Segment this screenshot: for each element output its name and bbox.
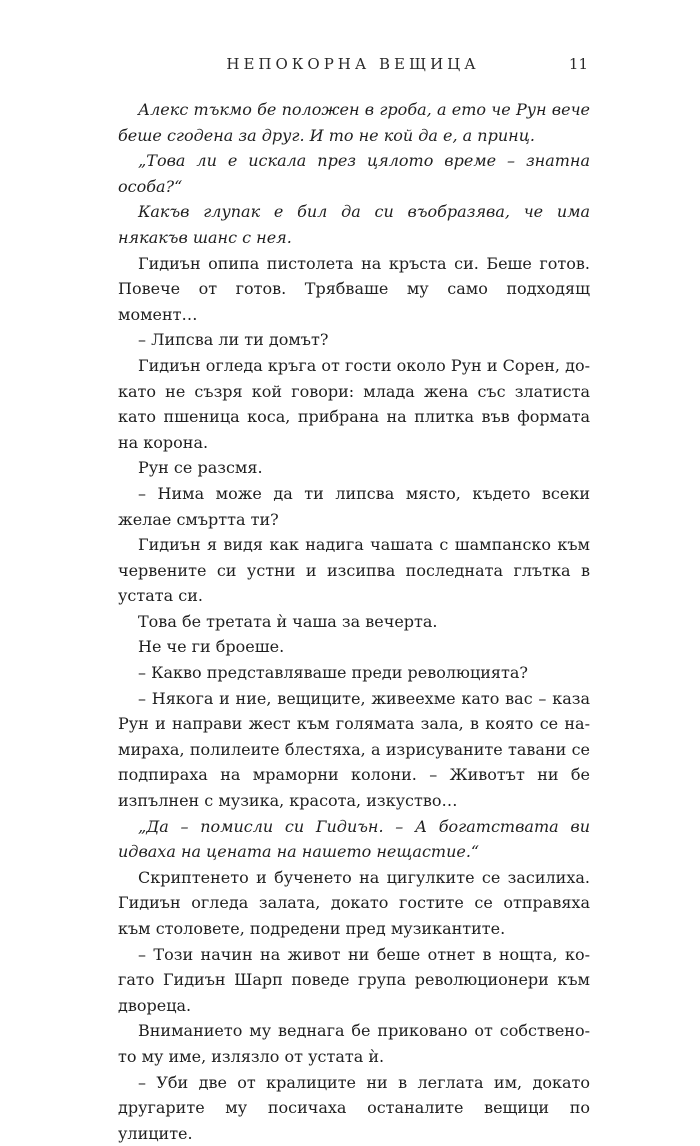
paragraph: – Нима може да ти липсва място, където всеки желае смъртта ти?	[118, 483, 590, 529]
paragraph: – Уби две от кралиците ни в леглата им, докато другарите му посичаха останалите вещици по улиците.	[118, 1072, 590, 1143]
paragraph: „Това ли е искала през цялото време – знатна особа?“	[118, 151, 590, 196]
paragraph: Вниманието му веднага бе приковано от собственото му име, излязло от устата ѝ.	[118, 1021, 590, 1066]
paragraph: – Този начин на живот ни беше отнет в нощта, когато Гидиън Шарп поведе група революционери към двореца.	[118, 944, 590, 1015]
body-text	[118, 97, 590, 1146]
paragraph: Гидиън огледа кръга от гости около Рун и Сорен, докато не съзря кой говори: млада жена със златиста като пшеница коса, прибрана на плитка във формата на корона.	[118, 355, 590, 452]
paragraph: Не че ги броеше.	[138, 637, 285, 657]
page-number: 11	[568, 55, 588, 73]
paragraph: Това бе третата ѝ чаша за вечерта.	[138, 611, 438, 631]
paragraph: – Липсва ли ти домът?	[138, 330, 329, 350]
paragraph: Гидиън я видя как надига чашата с шампанско към червените си устни и изсипва последната глътка в устата си.	[118, 535, 590, 606]
running-title: НЕПОКОРНА ВЕЩИЦА	[226, 55, 480, 73]
paragraph: Скриптенето и бученето на цигулките се засилиха. Гидиън огледа залата, докато гостите се отправяха към столовете, подредени пред музикантите.	[118, 867, 590, 938]
paragraph: „Да – помисли си Гидиън. – А богатствата ви идваха на цената на нашето нещастие.“	[118, 816, 590, 862]
paragraph: Гидиън опипа пистолета на кръста си. Беше готов. Повече от готов. Трябваше му само подходящ момент…	[118, 253, 590, 324]
paragraph: – Какво представляваше преди революцията?	[138, 663, 528, 683]
paragraph: Рун се разсмя.	[138, 458, 263, 478]
paragraph: – Някога и ние, вещиците, живеехме като вас – каза Рун и направи жест към голямата зала, в която се намираха, полилеите блестяха, а изрисуваните тавани се подпираха на мраморни колони. – Животът ни бе изпълнен с музика, красота, изкуство…	[118, 688, 590, 811]
running-head	[118, 55, 588, 81]
paragraph: Алекс тъкмо бе положен в гроба, а ето че Рун вече беше сгодена за друг. И то не кой да е, а принц.	[118, 100, 590, 145]
paragraph: Какъв глупак е бил да си въобразява, че има някакъв шанс с нея.	[118, 202, 590, 247]
